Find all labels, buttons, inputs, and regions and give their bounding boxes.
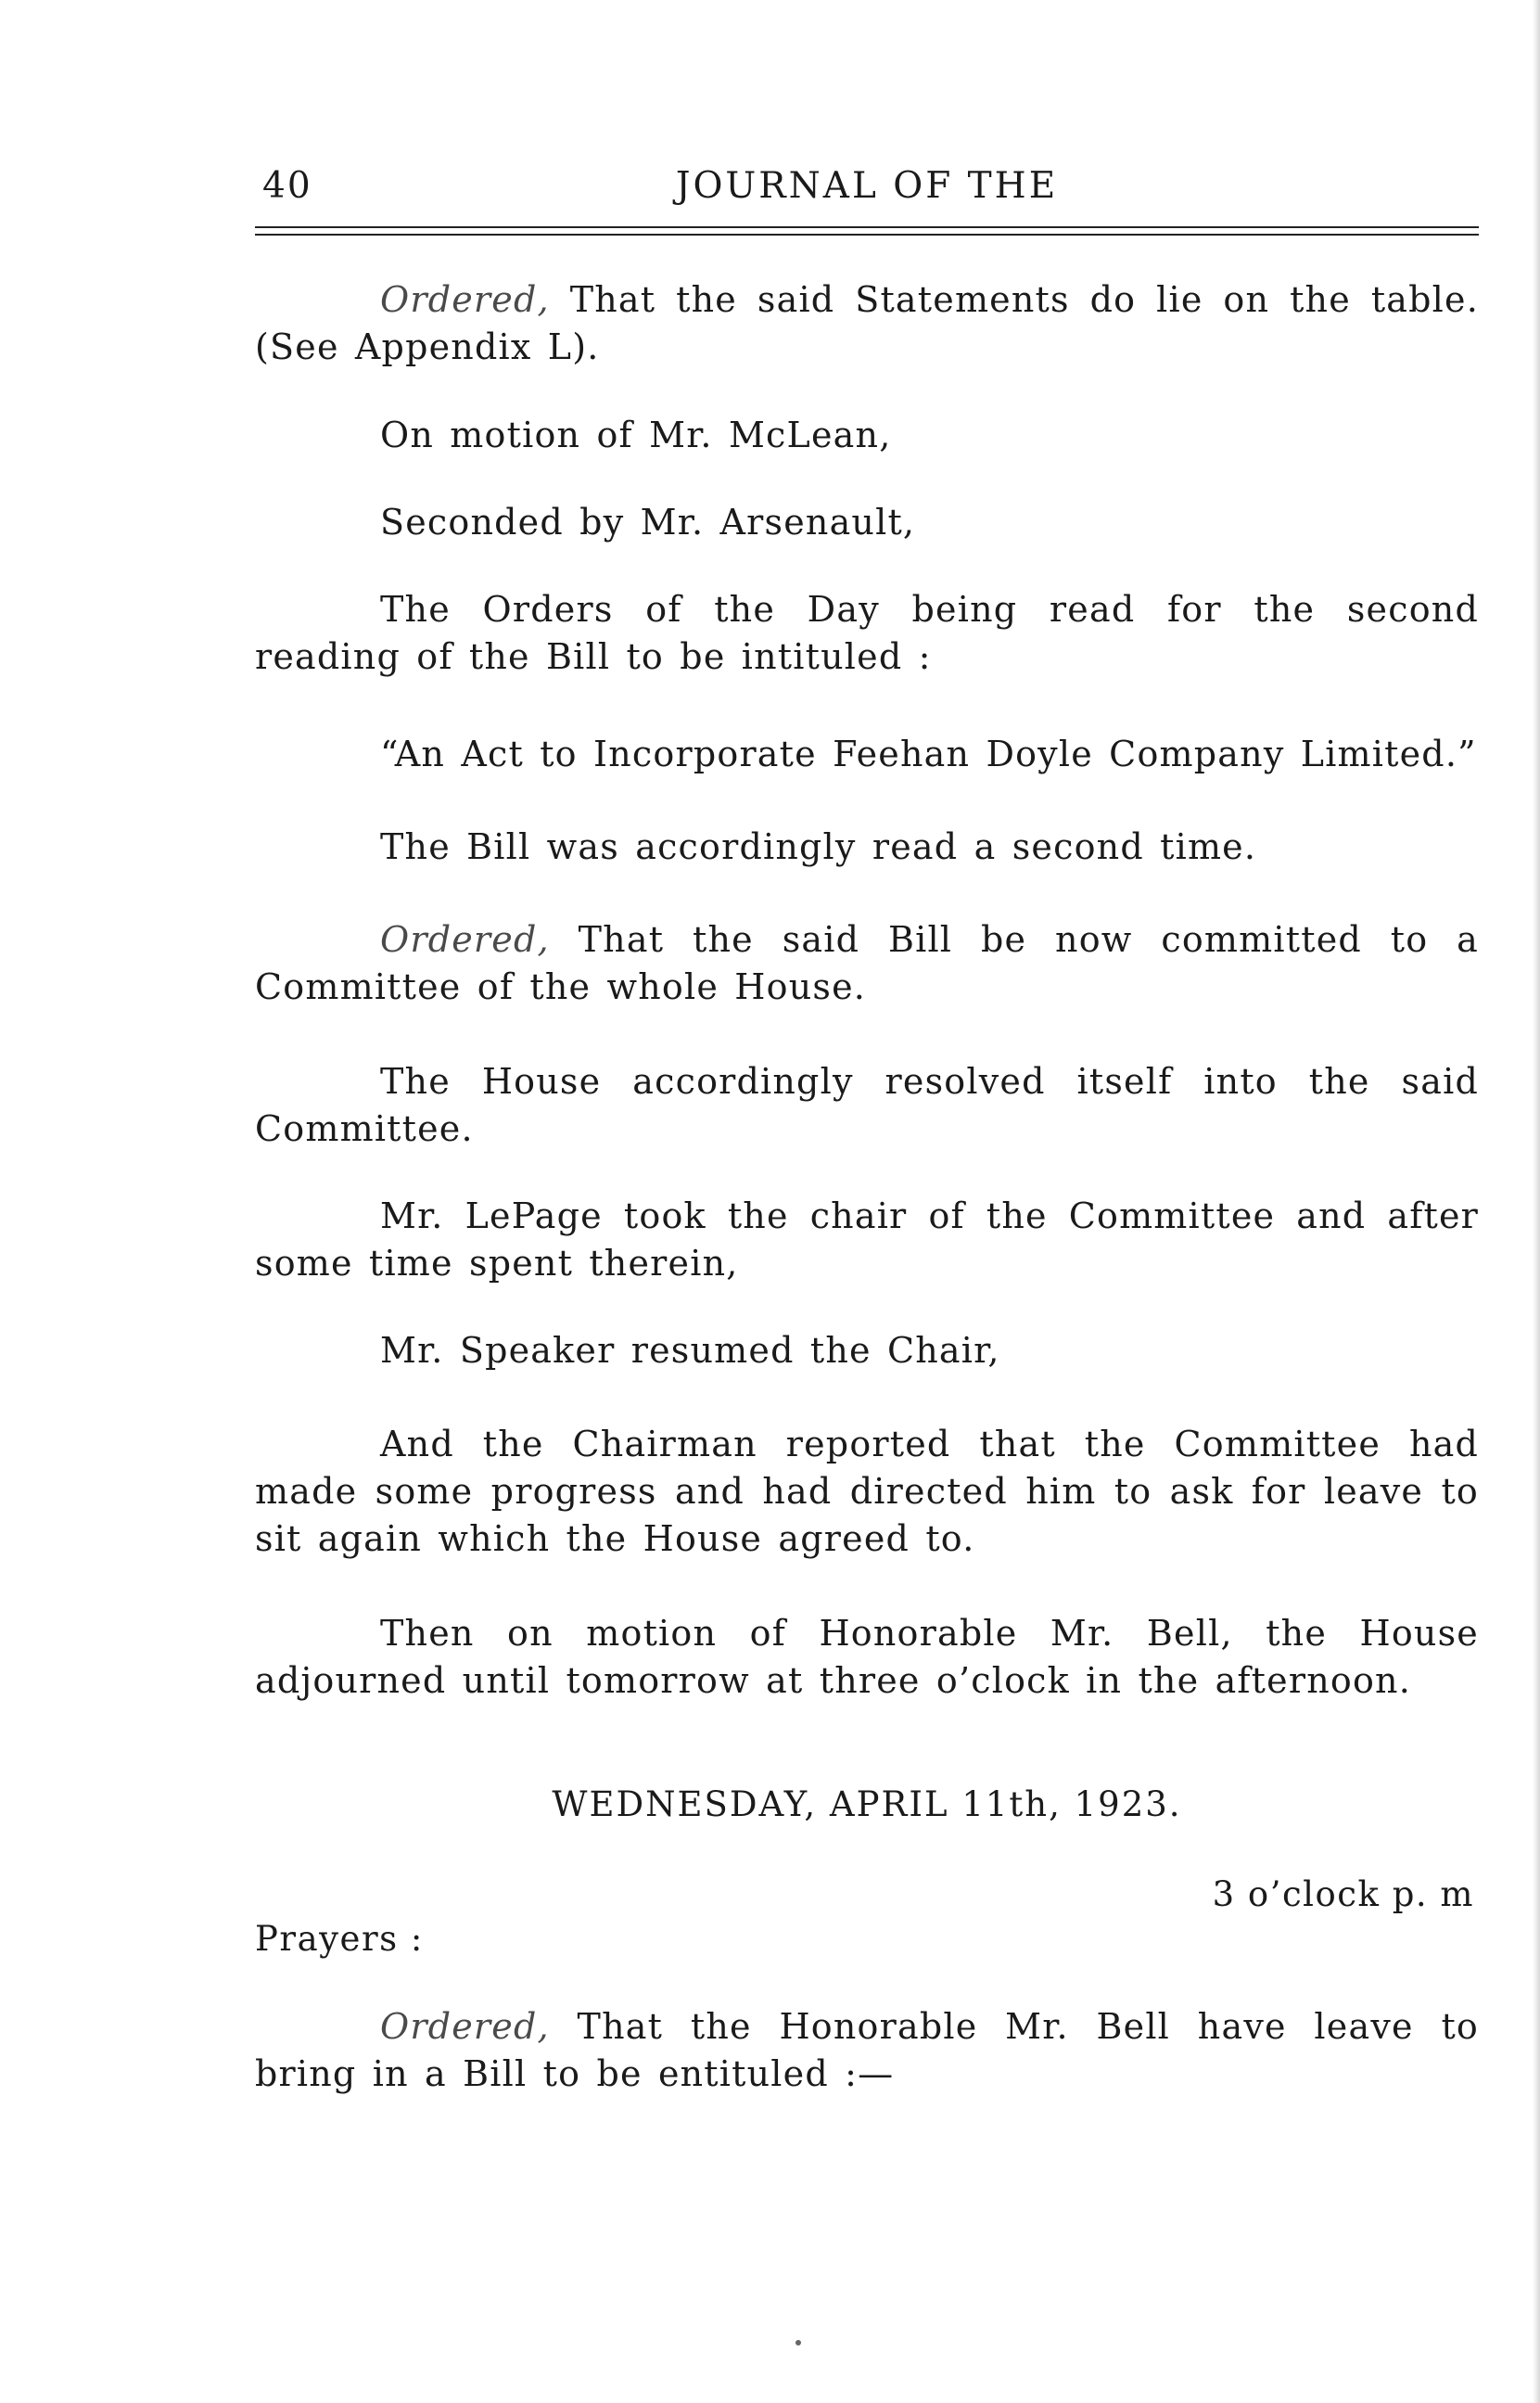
paragraph-motion: On motion of Mr. McLean,	[380, 415, 892, 455]
paragraph-second-reading: The Bill was accordingly read a second time.	[380, 826, 1257, 867]
ordered-label: Ordered,	[380, 2006, 550, 2047]
page-number: 40	[262, 165, 312, 207]
paper-speck	[795, 2340, 801, 2345]
paragraph-seconded: Seconded by Mr. Arsenault,	[380, 502, 916, 543]
paragraph-text: That the said Statements do lie on the table. (See Appendix L).	[255, 279, 1479, 367]
paragraph-committee-resolved: The House accordingly resolved itself into the said Committee.	[255, 1061, 1479, 1149]
ordered-label: Ordered,	[380, 919, 550, 960]
paragraph-adjourned: Then on motion of Honorable Mr. Bell, the House adjourned until tomorrow at three o’clock in the afternoon.	[255, 1613, 1479, 1701]
paragraph-speaker-resumed: Mr. Speaker resumed the Chair,	[380, 1330, 1000, 1371]
binding-edge	[1533, 0, 1540, 2403]
paragraph-chairman-reported: And the Chairman reported that the Committee had made some progress and had directed him to ask for leave to sit again which the House agreed to.	[255, 1424, 1479, 1559]
paragraph-ordered-committed	[255, 916, 1479, 1011]
paragraph-ordered-statements	[255, 276, 1479, 371]
header-rule-top	[255, 226, 1479, 228]
running-head: JOURNAL OF THE	[675, 165, 1059, 207]
paragraph-text: That the said Bill be now committed to a Committee of the whole House.	[255, 919, 1479, 1007]
paragraph-bill-title: “An Act to Incorporate Feehan Doyle Company Limited.”	[380, 734, 1477, 774]
paragraph-lepage-chair: Mr. LePage took the chair of the Committee and after some time spent therein,	[255, 1195, 1479, 1284]
paragraph-ordered-leave-bill	[255, 2003, 1479, 2098]
header-rule-bottom	[255, 234, 1479, 236]
ordered-label: Ordered,	[380, 279, 550, 320]
page-header	[255, 165, 1479, 221]
prayers-label: Prayers :	[255, 1919, 424, 1959]
paragraph-text: That the Honorable Mr. Bell have leave to bring in a Bill to be entituled :—	[255, 2006, 1479, 2094]
session-date-heading: WEDNESDAY, APRIL 11th, 1923.	[552, 1784, 1182, 1824]
paragraph-orders-of-day: The Orders of the Day being read for the second reading of the Bill to be intituled :	[255, 589, 1479, 677]
session-time: 3 o’clock p. m	[1212, 1874, 1474, 1914]
